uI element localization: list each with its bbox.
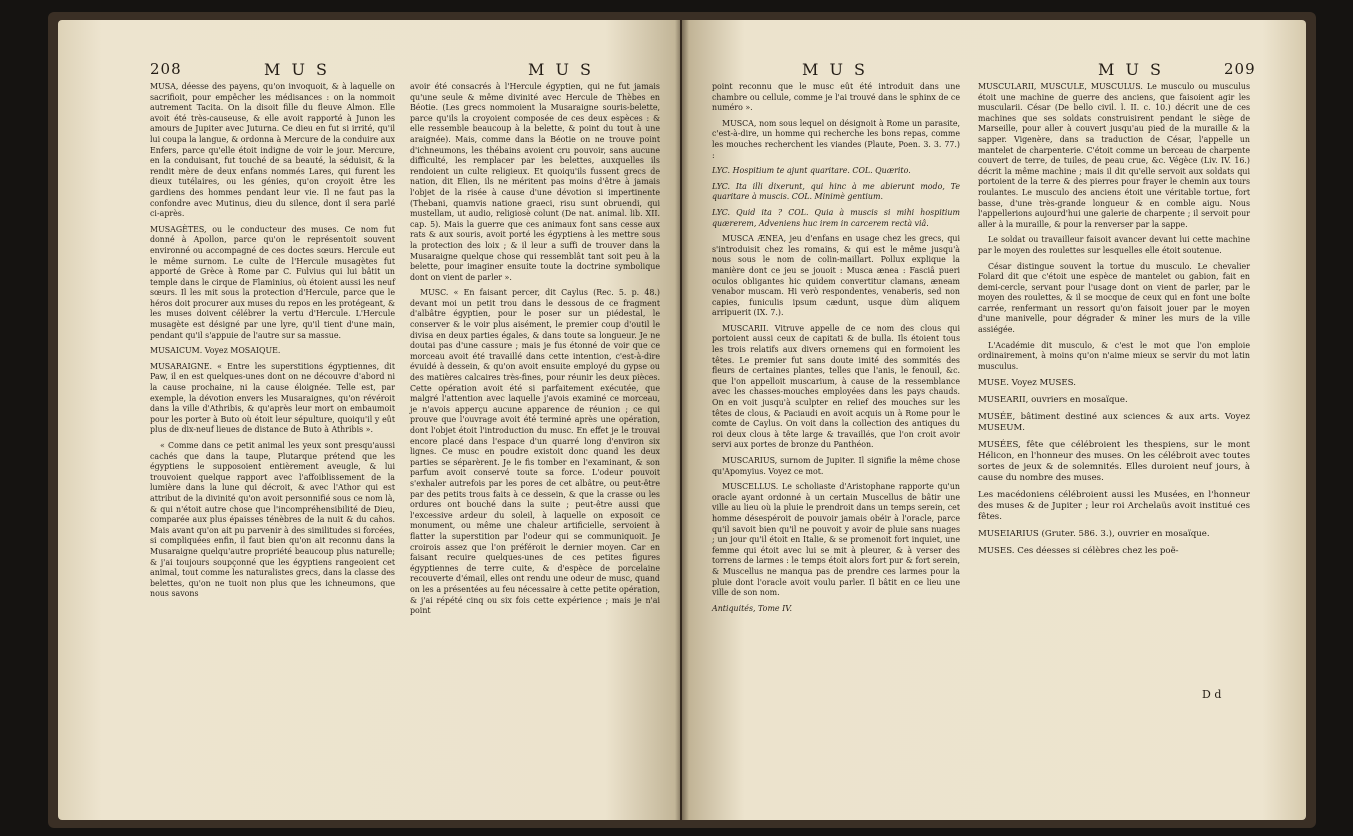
right-page bbox=[682, 20, 1306, 820]
book-gutter bbox=[675, 20, 689, 820]
entry-musees: MUSÉES, fête que célébroient les thespiens, sur le mont Hélicon, en l'honneur des muses. On les célébroit avec toutes sortes de jeux & de solemnités. Elles duroient neuf jours, à cause du nombre des muses. bbox=[978, 440, 1250, 484]
entry-musee: MUSÉE, bâtiment destiné aux sciences & aux arts. Voyez MUSEUM. bbox=[978, 412, 1250, 434]
right-column-1 bbox=[712, 82, 960, 619]
entry-musc: MUSC. « En faisant percer, dit Caylus (Rec. 5. p. 48.) devant moi un petit trou dans le dessous de ce fragment d'albâtre égyptien, pour le poser sur un piédestal, le conserver & le voir plus aisément, le premier coup d'outil le divisa en deux parties égales, & dans toute sa longueur. Je ne doutai pas d'une cassure ; mais je fus étonné de voir que ce morceau avoit été travaillé dans cette intention, c'est-à-dire évuidé à dessein, & qu'on avoit ensuite employé du gypse ou des matières calcaires très-fines, pour réunir les deux pièces. Cette opération avoit été si parfaitement exécutée, que malgré l'attention avec laquelle j'avois examiné ce morceau, je n'avois apperçu aucune apparence de réunion ; ce qui prouve que l'ouvrage avoit été terminé après une opération, dont l'objet étoit l'introduction du musc. En effet je le trouvai encore placé dans l'espace d'un quarré long d'environ six lignes. Ce musc en poudre existoit donc quand les deux parties se séparèrent. Je le fis tomber en l'examinant, & son parfum avoit conservé toute sa force. L'odeur pouvoit s'exhaler autrefois par les pores de cet albâtre, ou peut-être par des petits trous faits à ce dessein, & que la crasse ou les ordures ont bouché dans la suite ; peut-être aussi que l'excessive ardeur du soleil, à laquelle on exposoit ce monument, ou même une chaleur artificielle, servoient à flatter la superstition par l'odeur qui se communiquoit. Je croirois assez que l'on préféroit le dernier moyen. Car en faisant recuire quelques-unes de ces petites figures égyptiennes de terre cuite, & d'espèce de porcelaine recouverte d'émail, elles ont rendu une odeur de musc, quand on les a présentées au feu nécessaire à cette petite opération, & j'ai répété cinq ou six fois cette expérience ; mais je n'ai point bbox=[410, 288, 660, 616]
running-head-right-2: M U S bbox=[1098, 60, 1164, 79]
left-column-2 bbox=[410, 82, 660, 622]
quote-line-2: LYC. Ita illi dixerunt, qui hinc à me abierunt modo, Te quaritare à muscis. COL. Minimè gentium. bbox=[712, 181, 960, 202]
page-number-left: 208 bbox=[150, 60, 182, 78]
entry-musculus-3: César distingue souvent la tortue du musculo. Le chevalier Folard dit que c'étoit une espèce de mantelet ou gabion, fait en demi-cercle, servant pour l'usage dont on vient de parler, par le moyen des roulettes, & il se mocque de ceux qui en font une boîte carrée, renfermant un ressort qu'on faisoit jouer par le moyen d'une manivelle, pour dégrader & miner les murs de la ville assiégée. bbox=[978, 261, 1250, 335]
entry-musc-end: point reconnu que le musc eût été introduit dans une chambre ou cellule, comme je l'ai trouvé dans le sphinx de ce numéro ». bbox=[712, 82, 960, 113]
entry-musagetes: MUSAGÈTES, ou le conducteur des muses. Ce nom fut donné à Apollon, parce qu'on le représentoit souvent environné ou accompagné de ces doctes sœurs. Hercule eut le même surnom. Le culte de l'Hercule musagètes fut apporté de Grèce à Rome par C. Fulvius qui lui bâtit un temple dans le cirque de Flaminius, où étoient aussi les neuf sœurs. Il les mit sous la protection d'Hercule, parce que le héros doit procurer aux muses du repos en les protégeant, & les muses doivent célébrer la vertu d'Hercule. L'Hercule musagète est désigné par une lyre, qu'il tient d'une main, pendant qu'il s'appuie de l'autre sur sa massue. bbox=[150, 224, 395, 340]
entry-musa: MUSA, déesse des payens, qu'on invoquoit, & à laquelle on sacrifioit, pour empêcher les médisances : on la nommoit autrement Tacita. On la disoit fille du fleuve Almon. Elle avoit été très-causeuse, & elle avoit rapporté à Junon les amours de Jupiter avec Juturna. Ce dieu en fut si irrité, qu'il lui coupa la langue, & ordonna à Mercure de la conduire aux Enfers, parce qu'elle étoit indigne de voir le jour. Mercure, en la conduisant, fut touché de sa beauté, la séduisit, & la rendit mère de deux enfans nommés Lares, qui furent les dieux tutélaires, ou les génies, qu'on croyoit être les gardiens des hommes pendant leur vie. Il ne faut pas la confondre avec Mutinus, dieu du silence, dont il sera parlé ci-après. bbox=[150, 82, 395, 219]
entry-musaraigne-cont: « Comme dans ce petit animal les yeux sont presqu'aussi cachés que dans la taupe, Plutarque prétend que les égyptiens le supposoient entièrement aveugle, & lui trouvoient quelque rapport avec l'affoiblissement de la lumière dans la lune qui décroit, & avec l'Athor qui est attribut de la divinité qu'on avoit personnifié sous ce nom là, & qui n'étoit autre chose que l'incompréhensibilité de Dieu, comparée aux plus épaisses ténèbres de la nuit & du cahos. Mais avant qu'on ait pu parvenir à des similitudes si forcées, si compliquées enfin, il faut bien qu'on ait reconnu dans la Musaraigne quelqu'autre propriété beaucoup plus naturelle; & j'ai toujours soupçonné que les égyptiens rangeoient cet animal, tout comme les naturalistes grecs, dans la classe des belettes, qu'on ne tuoit non plus que les ichneumons, que nous savons bbox=[150, 441, 395, 599]
entry-musculus-4: L'Académie dit musculo, & c'est le mot que l'on emploie ordinairement, à moins qu'on n'aime mieux se servir du mot latin musculus. bbox=[978, 340, 1250, 371]
entry-muscellus: MUSCELLUS. Le scholiaste d'Aristophane rapporte qu'un oracle ayant ordonné à un certain Muscellus de bâtir une ville au lieu où la pluie le prendroit dans un temps serein, cet homme désespéroit de pouvoir jamais obéir à l'oracle, parce qu'il savoit bien qu'il ne pouvoit y avoir de pluie sans nuages ; un jour qu'il étoit en Italie, & se promenoit fort inquiet, une femme qui étoit avec lui se mit à pleurer, & à verser des torrens de larmes : le temps étoit alors fort pur & fort serein, & Muscellus ne manqua pas de prendre ces larmes pour la pluie dont l'oracle avoit voulu parler. Il bâtit en ce lieu une ville de son nom. bbox=[712, 482, 960, 598]
quote-line-1: LYC. Hospitium te ajunt quaritare. COL. Quærito. bbox=[712, 166, 911, 176]
entry-musaicum: MUSAICUM. Voyez MOSAIQUE. bbox=[150, 346, 281, 356]
entry-muscarii: MUSCARII. Vitruve appelle de ce nom des clous qui portoient aussi ceux de capitati & de bulla. Ils étoient tous les trois relatifs aux divers ornemens qui en formoient les têtes. Le premier fut sans doute imité des sommités des fleurs de certaines plantes, telles que l'anis, le fenouil, &c. que l'on appelloit muscarium, à cause de la ressemblance avec les chasses-mouches employées dans les pays chauds. On en voit jusqu'à sculpter en relief des mouches sur les têtes de clous, & Paciaudi en avoit acquis un à Rome pour le comte de Caylus. On voit dans la collection des antiques du roi deux clous à tête large & travaillés, que l'on croit avoir servi aux portes de bronze du Panthéon. bbox=[712, 323, 960, 450]
right-column-2 bbox=[978, 82, 1250, 562]
entry-musculus-2: Le soldat ou travailleur faisoit avancer devant lui cette machine par le moyen des roulettes sur lesquelles elle étoit soutenue. bbox=[978, 235, 1250, 255]
open-book bbox=[58, 20, 1306, 820]
entry-musearii: MUSEARII, ouvriers en mosaïque. bbox=[978, 395, 1128, 406]
page-number-right: 209 bbox=[1224, 60, 1256, 78]
entry-muscarius: MUSCARIUS, surnom de Jupiter. Il signifie la même chose qu'Apomyius. Voyez ce mot. bbox=[712, 456, 960, 476]
left-page bbox=[58, 20, 680, 820]
entry-musaraigne-end: avoir été consacrés à l'Hercule égyptien, qui ne fut jamais qu'une seule & même divinité avec Hercule de Thèbes en Béotie. (Les grecs nommoient la Musaraigne souris-belette, parce qu'ils la croyoient composée de ces deux espèces : & elle ressemble beaucoup à la belette, & point du tout à une araignée). Mais, comme dans la Béotie on ne trouve point d'ichneumons, les thébains avoient cru pouvoir, sans aucune difficulté, les remplacer par les belettes, auxquelles ils rendoient un culte religieux. Et quoiqu'ils fussent grecs de nation, dit Elien, ils ne méritent pas moins d'être à jamais l'objet de la risée à cause d'une dévotion si impertinente (Thebani, quamvis natione graeci, risu sunt obruendi, qui mustellam, ut audio, religiosè colunt (De nat. animal. lib. XII. cap. 5). Mais la guerre que ces animaux font sans cesse aux rats & aux souris, avoit porté les égyptiens à les mettre sous la protection des loix ; & il leur a suffi de trouver dans la Musaraigne quelque chose qui ressemblât tant soit peu à la belette, pour imaginer ensuite toute la doctrine symbolique dont on vient de parler ». bbox=[410, 82, 660, 282]
entry-muse: MUSE. Voyez MUSES. bbox=[978, 378, 1076, 389]
entry-museiarius: MUSEIARIUS (Gruter. 586. 3.), ouvrier en mosaïque. bbox=[978, 529, 1210, 540]
quote-line-3: LYC. Quid ita ? COL. Quia à muscis si mihi hospitium quærerem, Adveniens huc irem in carcerem rectà viâ. bbox=[712, 207, 960, 228]
left-column-1 bbox=[150, 82, 395, 605]
entry-musca-aenea: MUSCA ÆNEA, jeu d'enfans en usage chez les grecs, qui s'introduisit chez les romains, & qui est le même jusqu'à nous sous le nom de colin-maillart. Pollux explique la manière dont ce jeu se jouoit : Musca ænea : Fasciâ pueri oculos obligantes hic quidem convertitur clamans, æneam venabor muscam. Hi verò respondentes, venaberis, sed non capies, funiculis ipsum cædunt, usque dùm aliquem arripuerit (IX. 7.). bbox=[712, 234, 960, 318]
entry-musculus: MUSCULARII, MUSCULE, MUSCULUS. Le musculo ou musculus étoit une machine de guerre des anciens, que faisoient agir les muscularii. César (De bello civil. l. II. c. 10.) décrit une de ces machines que ses soldats construisirent pendant le siège de Marseille, pour aller à couvert jusqu'au pied de la muraille & la sapper. Vigenère, dans sa traduction de César, l'appelle un mantelet de charpenterie. C'étoit comme un berceau de charpente couvert de terre, de tuiles, de peau crue, &c. Végèce (Liv. IV. 16.) décrit la même machine ; mais il dit qu'elle servoit aux soldats qui portoient de la terre & des pierres pour frayer le chemin aux tours roulantes. Le musculo des anciens étoit une véritable tortue, fort basse, d'une très-grande longueur & en comble aigu. Nous l'appellerions aujourd'hui une galerie de charpente ; il servoit pour aller à la muraille, & pour la renverser par la sappe. bbox=[978, 82, 1250, 229]
entry-muses: MUSES. Ces déesses si célèbres chez les poë- bbox=[978, 546, 1179, 557]
running-head-right-1: M U S bbox=[802, 60, 868, 79]
running-head-left-1: M U S bbox=[264, 60, 330, 79]
page-footer: Antiquités, Tome IV. bbox=[712, 603, 793, 613]
entry-musca: MUSCA, nom sous lequel on désignoit à Rome un parasite, c'est-à-dire, un homme qui recherche les bons repas, comme les mouches recherchent les viandes (Plaute, Poen. 3. 3. 77.) : bbox=[712, 118, 960, 160]
signature-mark: D d bbox=[1202, 688, 1222, 701]
entry-musees-2: Les macédoniens célébroient aussi les Musées, en l'honneur des muses & de Jupiter ; leur roi Archelaüs avoit institué ces fêtes. bbox=[978, 490, 1250, 523]
running-head-left-2: M U S bbox=[528, 60, 594, 79]
entry-musaraigne: MUSARAIGNE. « Entre les superstitions égyptiennes, dit Paw, il en est quelques-unes dont on ne découvre d'abord ni la cause prochaine, ni la cause éloignée. Telle est, par exemple, la dévotion envers les Musaraignes, qu'on révéroit dans la ville d'Athribis, & qu'après leur mort on embaumoit pour les porter à Buto où étoit leur sépulture, quoiqu'il y eût plus de dix-neuf lieues de distance de Buto à Athribis ». bbox=[150, 361, 395, 435]
